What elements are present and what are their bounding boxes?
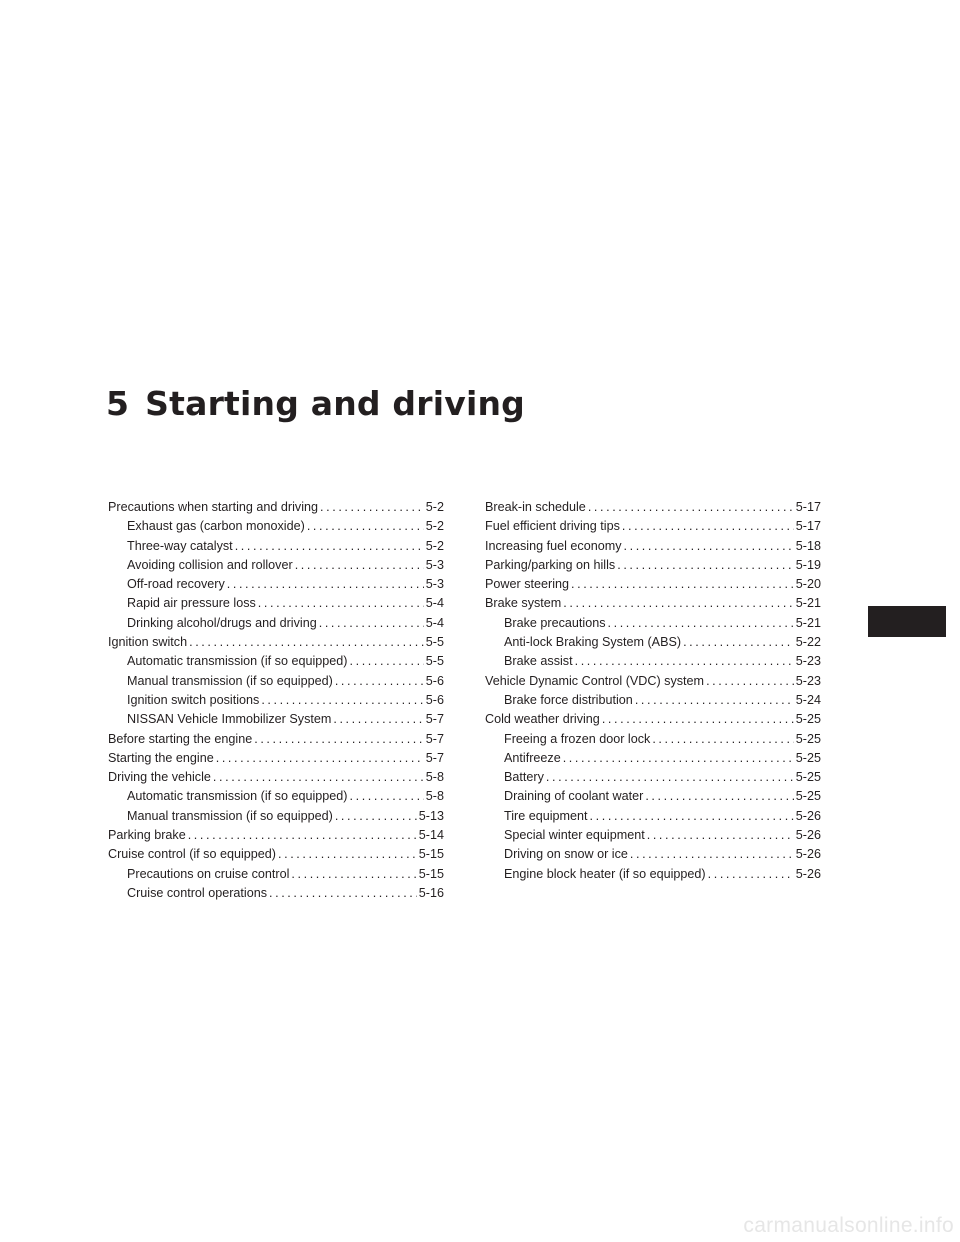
toc-entry-label: Manual transmission (if so equipped)	[127, 808, 333, 823]
toc-entry[interactable]	[108, 614, 444, 633]
toc-entry-label: Ignition switch	[108, 635, 188, 650]
toc-entry-label: Starting the engine	[108, 750, 214, 765]
toc-entry[interactable]	[485, 865, 821, 884]
toc-entry-page: 5-5	[425, 635, 444, 650]
toc-leader-dots	[216, 749, 424, 768]
toc-entry-label: Brake system	[485, 596, 562, 611]
toc-entry-label: Precautions on cruise control	[127, 866, 290, 881]
toc-entry[interactable]	[485, 787, 821, 806]
toc-entry-label: Off-road recovery	[127, 577, 225, 592]
toc-entry-label: NISSAN Vehicle Immobilizer System	[127, 712, 332, 727]
toc-leader-dots	[602, 710, 794, 729]
toc-entry-page: 5-8	[425, 789, 444, 804]
toc-entry-label: Engine block heater (if so equipped)	[504, 866, 706, 881]
toc-leader-dots	[630, 845, 794, 864]
toc-leader-dots	[635, 691, 794, 710]
toc-entry[interactable]	[485, 845, 821, 864]
toc-entry[interactable]	[108, 865, 444, 884]
toc-entry[interactable]	[485, 652, 821, 671]
toc-entry-label: Draining of coolant water	[504, 789, 644, 804]
toc-entry-page: 5-25	[795, 712, 821, 727]
toc-entry-label: Manual transmission (if so equipped)	[127, 673, 333, 688]
toc-entry[interactable]	[108, 633, 444, 652]
toc-leader-dots	[319, 614, 424, 633]
toc-entry-page: 5-6	[425, 692, 444, 707]
toc-entry[interactable]	[108, 845, 444, 864]
toc-leader-dots	[563, 594, 793, 613]
toc-entry-page: 5-15	[418, 847, 444, 862]
toc-entry-page: 5-26	[795, 847, 821, 862]
toc-entry-label: Automatic transmission (if so equipped)	[127, 654, 348, 669]
toc-leader-dots	[683, 633, 794, 652]
toc-entry-page: 5-15	[418, 866, 444, 881]
toc-entry-page: 5-17	[795, 519, 821, 534]
toc-entry[interactable]	[485, 691, 821, 710]
toc-entry-page: 5-25	[795, 750, 821, 765]
toc-entry[interactable]	[108, 826, 444, 845]
watermark: carmanualsonline.info	[743, 1214, 954, 1237]
toc-entry[interactable]	[108, 556, 444, 575]
toc-entry-page: 5-19	[795, 557, 821, 572]
toc-entry-label: Precautions when starting and driving	[108, 500, 319, 514]
toc-entry-page: 5-2	[425, 538, 444, 553]
toc-entry-page: 5-7	[425, 750, 444, 765]
toc-entry[interactable]	[108, 710, 444, 729]
toc-entry-label: Cruise control (if so equipped)	[108, 847, 276, 862]
toc-entry-label: Driving the vehicle	[108, 770, 211, 785]
toc-entry-label: Tire equipment	[504, 808, 588, 823]
toc-leader-dots	[278, 845, 417, 864]
toc-entry-page: 5-26	[795, 828, 821, 843]
toc-entry-page: 5-7	[425, 712, 444, 727]
toc-entry[interactable]	[485, 498, 821, 517]
toc-leader-dots	[706, 672, 794, 691]
toc-entry[interactable]	[108, 691, 444, 710]
toc-entry-label: Antifreeze	[504, 750, 561, 765]
toc-entry-label: Special winter equipment	[504, 828, 645, 843]
toc-leader-dots	[652, 730, 793, 749]
toc-entry[interactable]	[485, 672, 821, 691]
toc-leader-dots	[227, 575, 424, 594]
chapter-title-text: Starting and driving	[145, 384, 525, 424]
toc-leader-dots	[269, 884, 417, 903]
toc-entry-label: Cruise control operations	[127, 885, 268, 900]
toc-entry-label: Rapid air pressure loss	[127, 596, 256, 611]
toc-entry-label: Battery	[504, 770, 544, 785]
toc-leader-dots	[320, 498, 424, 517]
toc-entry[interactable]	[485, 594, 821, 613]
toc-leader-dots	[608, 614, 794, 633]
toc-entry[interactable]	[485, 517, 821, 536]
toc-leader-dots	[645, 787, 793, 806]
chapter-number: 5	[106, 384, 130, 424]
toc-entry[interactable]	[108, 652, 444, 671]
toc-leader-dots	[575, 652, 794, 671]
toc-entry-label: Three-way catalyst	[127, 538, 233, 553]
toc-entry-page: 5-23	[795, 673, 821, 688]
toc-entry-label: Drinking alcohol/drugs and driving	[127, 615, 317, 630]
toc-leader-dots	[617, 556, 794, 575]
toc-entry-page: 5-23	[795, 654, 821, 669]
toc-entry-page: 5-13	[418, 808, 444, 823]
toc-entry-label: Power steering	[485, 577, 569, 592]
toc-leader-dots	[295, 556, 424, 575]
toc-entry[interactable]	[485, 749, 821, 768]
toc-entry[interactable]	[485, 807, 821, 826]
toc-leader-dots	[622, 517, 794, 536]
toc-entry[interactable]	[108, 787, 444, 806]
toc-entry-page: 5-3	[425, 577, 444, 592]
toc-entry-page: 5-22	[795, 635, 821, 650]
toc-entry-page: 5-18	[795, 538, 821, 553]
toc-entry-page: 5-4	[425, 596, 444, 611]
toc-leader-dots	[588, 498, 794, 517]
toc-leader-dots	[647, 826, 794, 845]
toc-entry-label: Parking brake	[108, 828, 186, 843]
toc-entry-page: 5-21	[795, 596, 821, 611]
toc-entry-page: 5-25	[795, 789, 821, 804]
toc-leader-dots	[261, 691, 423, 710]
toc-entry-label: Ignition switch positions	[127, 692, 260, 707]
toc-entry-label: Brake force distribution	[504, 692, 633, 707]
toc-entry[interactable]	[108, 575, 444, 594]
toc-entry[interactable]	[485, 826, 821, 845]
toc-entry[interactable]	[108, 498, 444, 517]
toc-entry-page: 5-26	[795, 808, 821, 823]
toc-right-column	[485, 498, 821, 884]
toc-entry-page: 5-3	[425, 557, 444, 572]
toc-leader-dots	[546, 768, 794, 787]
toc-entry-page: 5-20	[795, 577, 821, 592]
toc-entry[interactable]	[485, 730, 821, 749]
toc-leader-dots	[258, 594, 424, 613]
toc-entry-page: 5-6	[425, 673, 444, 688]
toc-entry-label: Freeing a frozen door lock	[504, 731, 651, 746]
toc-entry-page: 5-25	[795, 731, 821, 746]
chapter-title	[106, 384, 525, 423]
toc-entry[interactable]	[108, 884, 444, 903]
toc-leader-dots	[213, 768, 424, 787]
toc-entry-page: 5-8	[425, 770, 444, 785]
toc-entry-label: Before starting the engine	[108, 731, 253, 746]
toc-entry-page: 5-2	[425, 500, 444, 514]
toc-entry[interactable]	[108, 768, 444, 787]
toc-entry-label: Parking/parking on hills	[485, 557, 616, 572]
toc-left-column	[108, 498, 444, 903]
chapter-thumb-tab	[868, 606, 946, 637]
toc-leader-dots	[254, 730, 424, 749]
toc-entry-label: Brake assist	[504, 654, 573, 669]
toc-leader-dots	[291, 865, 416, 884]
toc-entry-page: 5-7	[425, 731, 444, 746]
toc-leader-dots	[571, 575, 794, 594]
toc-leader-dots	[708, 865, 794, 884]
toc-leader-dots	[188, 826, 417, 845]
toc-entry[interactable]	[108, 672, 444, 691]
toc-entry[interactable]	[108, 537, 444, 556]
toc-entry[interactable]	[485, 537, 821, 556]
toc-entry-label: Break-in schedule	[485, 500, 586, 514]
toc-entry[interactable]	[485, 710, 821, 729]
toc-entry[interactable]	[485, 575, 821, 594]
toc-leader-dots	[335, 672, 424, 691]
toc-entry-label: Exhaust gas (carbon monoxide)	[127, 519, 305, 534]
toc-entry[interactable]	[485, 633, 821, 652]
toc-entry-label: Cold weather driving	[485, 712, 600, 727]
toc-entry-page: 5-17	[795, 500, 821, 514]
toc-leader-dots	[333, 710, 423, 729]
toc-entry-page: 5-24	[795, 692, 821, 707]
toc-entry-page: 5-4	[425, 615, 444, 630]
toc-entry-page: 5-14	[418, 828, 444, 843]
toc-entry[interactable]	[485, 768, 821, 787]
toc-entry-label: Driving on snow or ice	[504, 847, 628, 862]
toc-entry[interactable]	[108, 594, 444, 613]
toc-entry-label: Anti-lock Braking System (ABS)	[504, 635, 682, 650]
toc-leader-dots	[590, 807, 794, 826]
toc-entry-page: 5-25	[795, 770, 821, 785]
toc-leader-dots	[189, 633, 424, 652]
toc-entry-label: Vehicle Dynamic Control (VDC) system	[485, 673, 705, 688]
toc-entry-page: 5-21	[795, 615, 821, 630]
toc-leader-dots	[350, 652, 424, 671]
toc-entry-page: 5-2	[425, 519, 444, 534]
toc-entry-label: Automatic transmission (if so equipped)	[127, 789, 348, 804]
toc-leader-dots	[350, 787, 424, 806]
toc-entry-page: 5-26	[795, 866, 821, 881]
toc-leader-dots	[563, 749, 794, 768]
toc-entry[interactable]	[108, 807, 444, 826]
toc-leader-dots	[307, 517, 424, 536]
toc-leader-dots	[335, 807, 417, 826]
toc-entry-page: 5-16	[418, 885, 444, 900]
toc-entry[interactable]	[485, 556, 821, 575]
toc-entry-page: 5-5	[425, 654, 444, 669]
toc-entry[interactable]	[485, 614, 821, 633]
toc-entry-label: Avoiding collision and rollover	[127, 557, 293, 572]
toc-entry-label: Increasing fuel economy	[485, 538, 622, 553]
toc-entry[interactable]	[108, 730, 444, 749]
toc-leader-dots	[624, 537, 794, 556]
toc-entry[interactable]	[108, 749, 444, 768]
toc-leader-dots	[235, 537, 424, 556]
toc-entry-label: Brake precautions	[504, 615, 606, 630]
toc-entry-label: Fuel efficient driving tips	[485, 519, 620, 534]
toc-entry[interactable]	[108, 517, 444, 536]
